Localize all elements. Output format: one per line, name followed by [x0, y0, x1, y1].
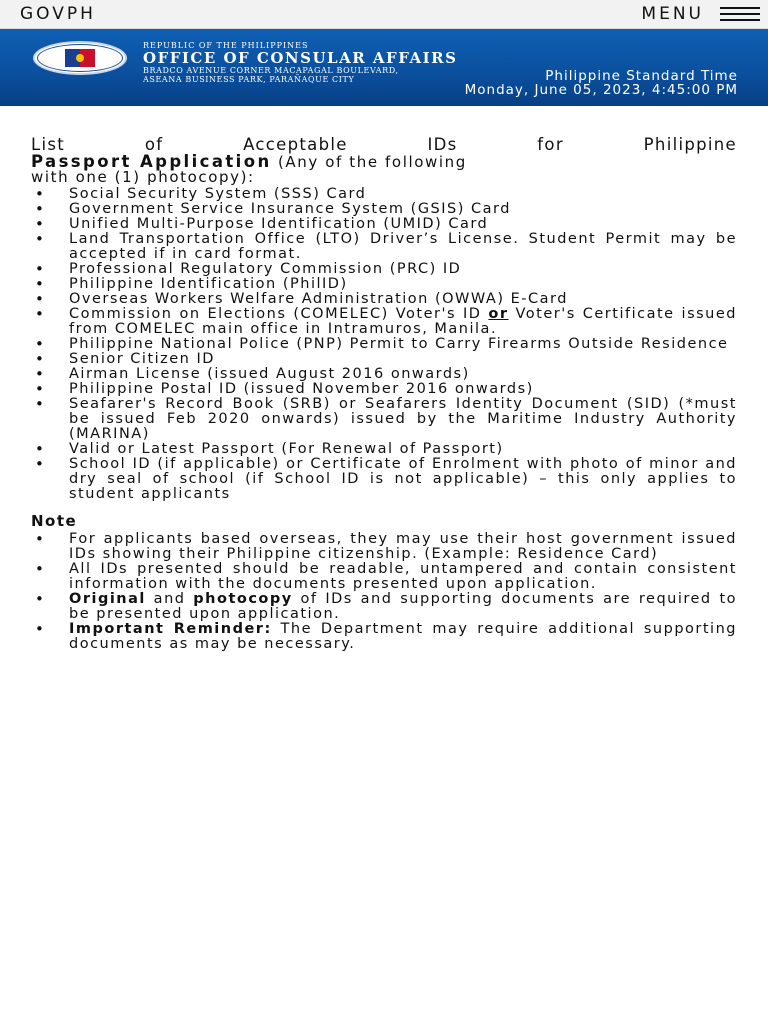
id-list-item: • Government Service Insurance System (GSIS) Card: [31, 202, 737, 217]
note-item: [31, 622, 737, 652]
republic-text: REPUBLIC OF THE PHILIPPINES: [143, 41, 309, 50]
comelec-or: or: [488, 306, 509, 322]
title-line-3: with one (1) photocopy):: [31, 168, 255, 186]
menu-button[interactable]: [641, 4, 760, 24]
important-reminder-bold: Important Reminder:: [69, 621, 272, 637]
note-item: • For applicants based overseas, they may use their host government issued IDs showing their Philippine citizenship. (Example: Residence Card): [31, 532, 737, 562]
id-list-item: • Seafarer's Record Book (SRB) or Seafarers Identity Document (SID) (*must be issued Feb 2020 onwards) issued by the Maritime Industry Authority (MARINA): [31, 397, 737, 442]
address-line-1: BRADCO AVENUE CORNER MACAPAGAL BOULEVARD,: [143, 66, 399, 75]
menu-label: MENU: [641, 4, 704, 24]
id-list-item: • Land Transportation Office (LTO) Driver’s License. Student Permit may be accepted if in card format.: [31, 232, 737, 262]
note-text: The Department may require additional supporting documents as may be necessary.: [69, 621, 737, 652]
photocopy-bold: photocopy: [193, 591, 293, 607]
pst-label: Philippine Standard Time: [545, 68, 738, 84]
id-list-item: [31, 307, 737, 337]
address-line-2: ASEANA BUSINESS PARK, PARAÑAQUE CITY: [143, 75, 355, 84]
title-bold: Passport Application: [31, 152, 272, 171]
govph-link[interactable]: GOVPH: [20, 4, 96, 24]
comelec-text: Commission on Elections (COMELEC) Voter's ID: [69, 306, 489, 322]
header-banner: [0, 29, 768, 106]
note-heading: Note: [31, 512, 78, 530]
hamburger-icon: [720, 7, 760, 21]
id-list-item: • Philippine Postal ID (issued November 2016 onwards): [31, 382, 737, 397]
pst-value: Monday, June 05, 2023, 4:45:00 PM: [464, 82, 738, 98]
org-block[interactable]: [143, 41, 457, 84]
id-list-item: • Overseas Workers Welfare Administration (OWWA) E-Card: [31, 292, 737, 307]
id-list-item: • Valid or Latest Passport (For Renewal of Passport): [31, 442, 737, 457]
id-list-item: • Professional Regulatory Commission (PRC) ID: [31, 262, 737, 277]
acceptable-ids-list: [31, 187, 737, 502]
dfa-seal-icon[interactable]: [33, 41, 127, 75]
id-list-item: • Unified Multi-Purpose Identification (UMID) Card: [31, 217, 737, 232]
id-list-item: • Senior Citizen ID: [31, 352, 737, 367]
id-list-item: • Airman License (issued August 2016 onwards): [31, 367, 737, 382]
original-bold: Original: [69, 591, 146, 607]
page-title-line-2: [31, 154, 737, 185]
id-list-item: • Philippine National Police (PNP) Permit to Carry Firearms Outside Residence: [31, 337, 737, 352]
notes-list: [31, 532, 737, 652]
top-bar: [0, 0, 768, 29]
note-text: and: [145, 591, 194, 607]
id-list-item: • Philippine Identification (PhilID): [31, 277, 737, 292]
main-content: [0, 106, 768, 652]
note-item: • All IDs presented should be readable, untampered and contain consistent information with the documents presented upon application.: [31, 562, 737, 592]
id-list-item: • Social Security System (SSS) Card: [31, 187, 737, 202]
page-title: List of Acceptable IDs for Philippine: [31, 135, 737, 154]
note-item: [31, 592, 737, 622]
note-text: of IDs and supporting documents are required to be presented upon application.: [69, 591, 738, 622]
office-name: OFFICE OF CONSULAR AFFAIRS: [143, 49, 458, 67]
pst-clock: [465, 69, 738, 97]
id-list-item: • School ID (if applicable) or Certificate of Enrolment with photo of minor and dry seal of school (if School ID is not applicable) – this only applies to student applicants: [31, 457, 737, 502]
comelec-text: Voter's Certificate issued from COMELEC main office in Intramuros, Manila.: [69, 306, 737, 337]
title-rest: (Any of the following: [271, 153, 467, 171]
